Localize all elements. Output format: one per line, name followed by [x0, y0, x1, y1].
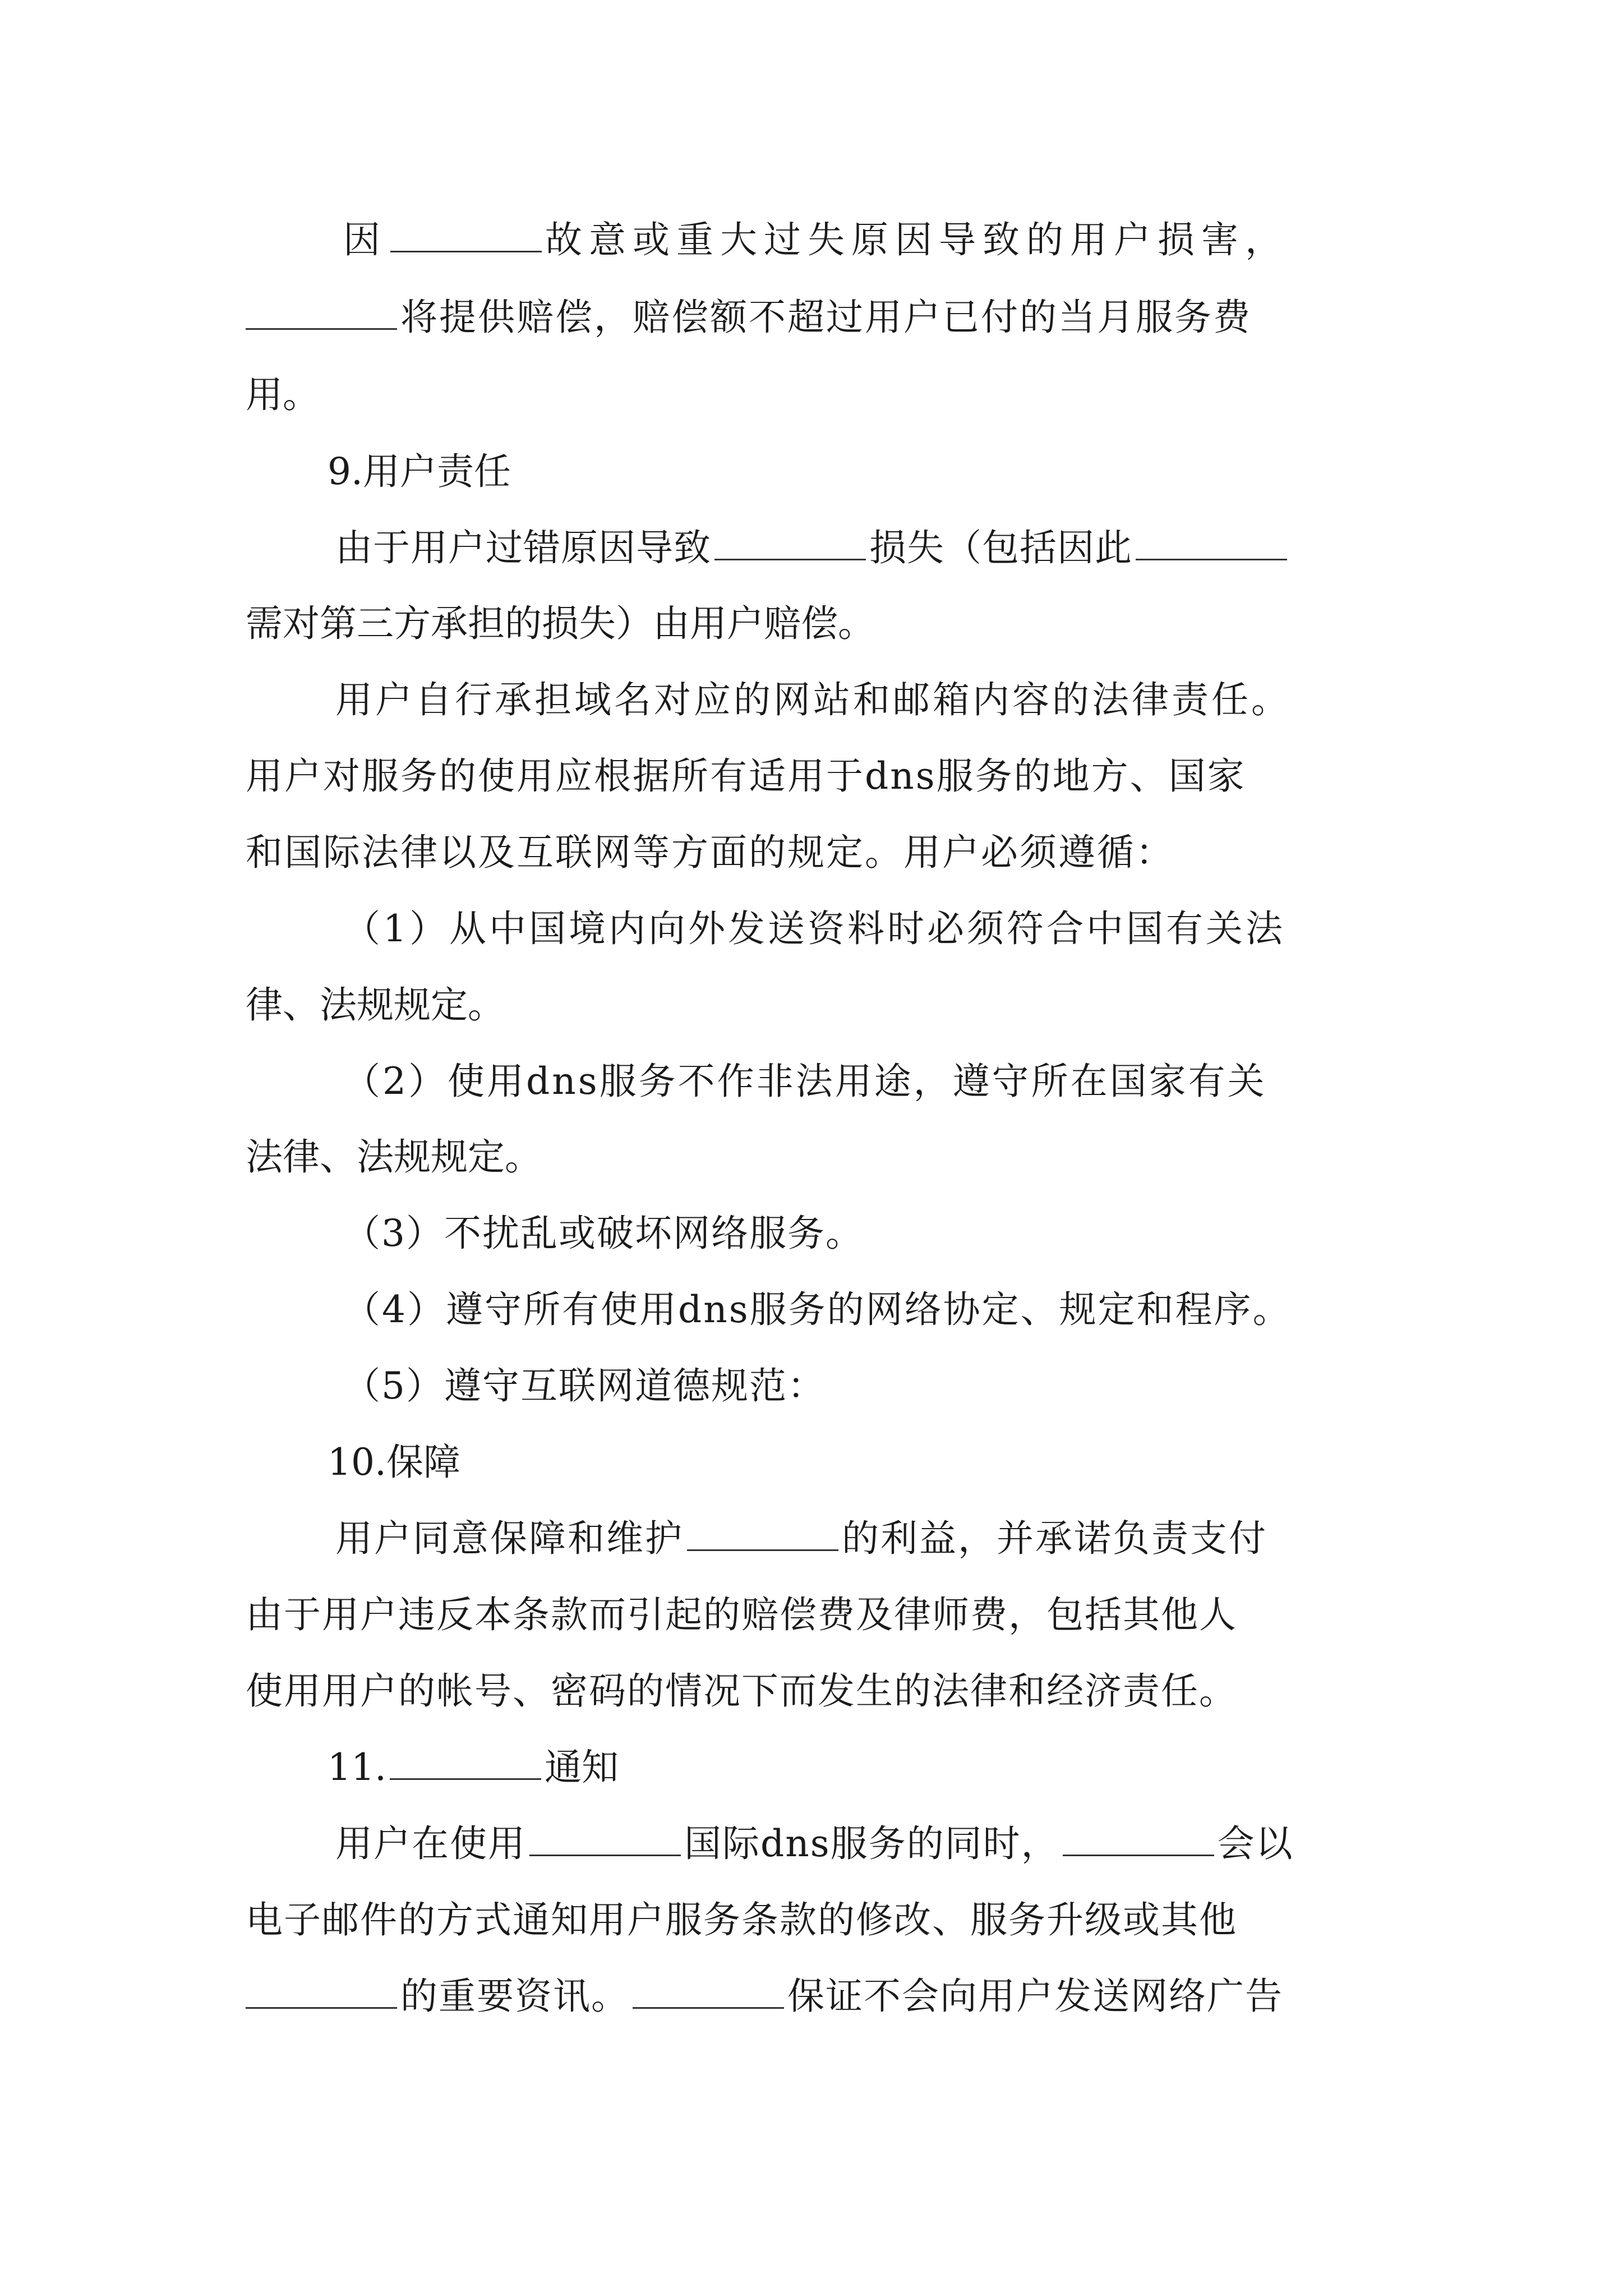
- line-text: 的重要资讯。: [400, 1975, 629, 2018]
- line-text: 和国际法律以及互联网等方面的规定。用户必须遵循：: [246, 831, 1174, 874]
- paragraph-line: [246, 370, 320, 420]
- heading-text: 10.保障: [328, 1441, 460, 1484]
- paragraph-line: [246, 1895, 1237, 1945]
- list-item: [343, 1056, 1267, 1107]
- list-item: [343, 1361, 826, 1411]
- line-text: 用户同意保障和维护: [335, 1517, 684, 1560]
- line-text: 用户自行承担域名对应的网站和邮箱内容的法律责任。: [335, 678, 1291, 721]
- line-text: 用户在使用: [335, 1822, 526, 1865]
- paragraph-line: [343, 215, 1289, 265]
- fill-in-blank: [633, 1973, 784, 2009]
- line-text: 电子邮件的方式通知用户服务条款的修改、服务升级或其他: [246, 1898, 1237, 1941]
- line-text: 的利益，并承诺负责支付: [842, 1517, 1267, 1560]
- line-text: 用户对服务的使用应根据所有适用于dns服务的地方、国家: [246, 754, 1246, 798]
- paragraph-line: [246, 1590, 1237, 1640]
- line-text: （2）使用dns服务不作非法用途，遵守所在国家有关: [343, 1060, 1267, 1103]
- heading-text: 11.: [328, 1746, 386, 1789]
- heading-text: 9.用户责任: [328, 450, 511, 493]
- line-text: 保证不会向用户发送网络广告: [787, 1975, 1283, 2018]
- line-text: 因: [343, 218, 387, 261]
- paragraph-line: [335, 1513, 1267, 1564]
- fill-in-blank: [390, 217, 542, 252]
- paragraph-line: [246, 1132, 542, 1182]
- fill-in-blank: [687, 1516, 838, 1551]
- line-text: 律、法规规定。: [246, 983, 505, 1027]
- line-text: 将提供赔偿，赔偿额不超过用户已付的当月服务费: [400, 296, 1252, 339]
- section-heading: [328, 1437, 460, 1488]
- paragraph-line: [246, 1666, 1237, 1717]
- list-item: [343, 904, 1285, 954]
- fill-in-blank: [529, 1821, 681, 1856]
- list-item: [343, 1285, 1292, 1335]
- line-text: （1）从中国境内向外发送资料时必须符合中国有关法: [343, 907, 1285, 950]
- paragraph-line: [246, 292, 1252, 343]
- fill-in-blank: [390, 1745, 541, 1780]
- line-text: （4）遵守所有使用dns服务的网络协定、规定和程序。: [343, 1288, 1292, 1331]
- list-item: [343, 1208, 864, 1259]
- line-text: 由于用户违反本条款而引起的赔偿费及律师费，包括其他人: [246, 1593, 1237, 1636]
- section-heading: [328, 1742, 619, 1793]
- paragraph-line: [246, 827, 1174, 878]
- line-text: 故意或重大过失原因导致的用户损害，: [545, 218, 1289, 261]
- heading-text: 通知: [544, 1746, 619, 1789]
- line-text: 会以: [1217, 1822, 1294, 1865]
- line-text: 使用用户的帐号、密码的情况下而发生的法律和经济责任。: [246, 1669, 1237, 1713]
- line-text: 国际dns服务的同时，: [684, 1822, 1059, 1865]
- line-text: 由于用户过错原因导致: [335, 526, 711, 569]
- paragraph-line: [335, 675, 1291, 725]
- line-text: 损失（包括因此: [869, 526, 1132, 569]
- fill-in-blank: [1136, 525, 1287, 560]
- paragraph-line: [246, 751, 1246, 802]
- fill-in-blank: [1063, 1821, 1214, 1856]
- line-text: （3）不扰乱或破坏网络服务。: [343, 1212, 864, 1255]
- fill-in-blank: [714, 525, 866, 560]
- paragraph-line: [246, 599, 875, 649]
- paragraph-line: [335, 1819, 1294, 1869]
- line-text: （5）遵守互联网道德规范：: [343, 1364, 826, 1407]
- section-heading: [328, 447, 511, 497]
- line-text: 需对第三方承担的损失）由用户赔偿。: [246, 602, 875, 645]
- line-text: 用。: [246, 373, 320, 416]
- line-text: 法律、法规规定。: [246, 1135, 542, 1179]
- paragraph-line: [246, 1971, 1283, 2022]
- paragraph-line: [246, 980, 505, 1030]
- fill-in-blank: [246, 1973, 397, 2009]
- fill-in-blank: [246, 295, 397, 330]
- paragraph-line: [335, 523, 1290, 573]
